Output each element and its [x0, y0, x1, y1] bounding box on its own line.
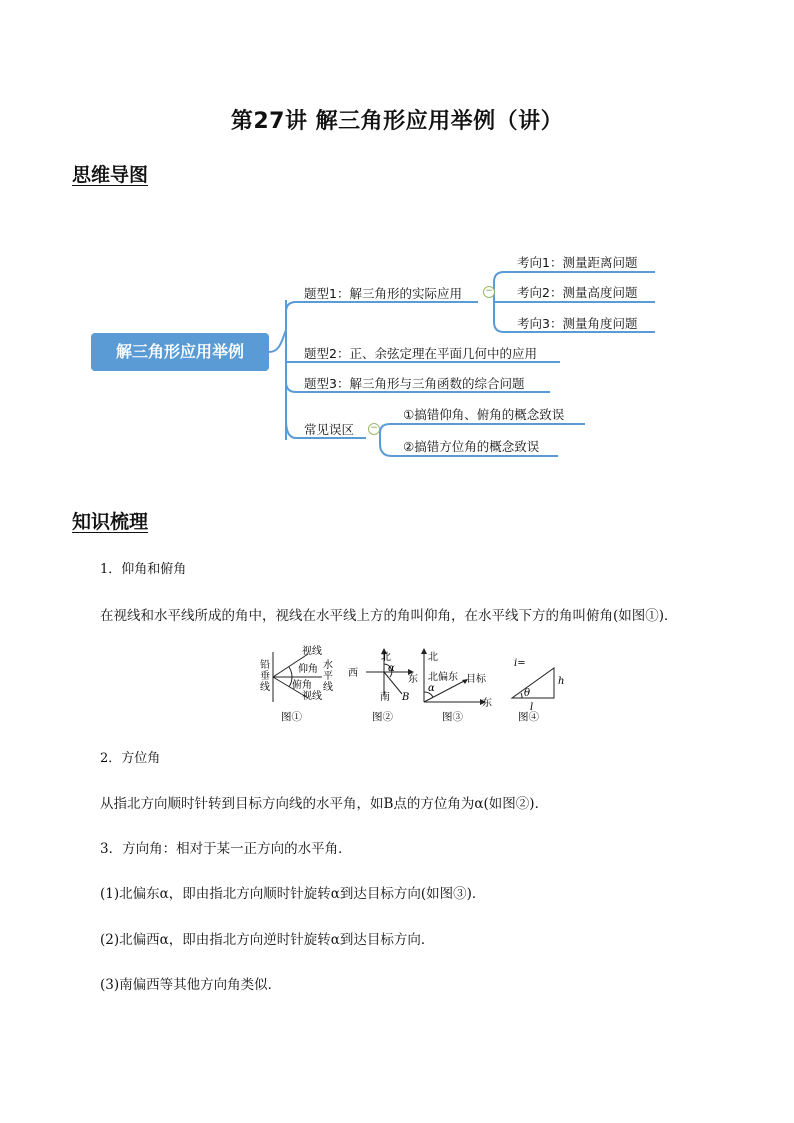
section-2-title: 2．方位角	[100, 751, 161, 766]
fig4-label: h	[558, 676, 565, 687]
fig2-label: 西	[348, 668, 358, 679]
knowledge-heading: 知识梳理	[72, 511, 149, 533]
fig4-label: l	[530, 702, 534, 713]
fig3-label: α	[428, 683, 435, 694]
figures-row	[250, 644, 580, 724]
section-2-text: 从指北方向顺时针转到目标方向线的水平角，如B点的方位角为α(如图②)．	[100, 796, 549, 812]
section-3-item: (1)北偏东α，即由指北方向顺时针旋转α到达目标方向(如图③)．	[100, 886, 486, 902]
mindmap-branch-4[interactable]: 常见误区	[304, 422, 355, 437]
mindmap-subitem[interactable]: ②搞错方位角的概念致误	[403, 439, 540, 454]
fig3-label: 北偏东	[428, 672, 458, 683]
figure-caption: 图①	[281, 711, 302, 723]
fig2-label: 东	[408, 674, 418, 685]
collapse-icon[interactable]: −	[368, 423, 380, 435]
fig3-label: 目标	[466, 674, 486, 685]
fig2-label: 北	[381, 652, 391, 663]
section-1-text: 在视线和水平线所成的角中，视线在水平线上方的角叫仰角，在水平线下方的角叫俯角(如图①)．	[100, 608, 678, 624]
section-3-item: (2)北偏西α，即由指北方向逆时针旋转α到达目标方向．	[100, 932, 435, 948]
fig2-label: 南	[380, 692, 390, 703]
mindmap-connectors	[0, 0, 794, 560]
fig1-label: 水	[323, 660, 333, 671]
fig1-label: 仰角	[298, 664, 318, 675]
fig1-label: 视线	[302, 646, 322, 657]
fig1-label: 俯角	[292, 680, 312, 691]
figure-caption: 图③	[442, 711, 463, 723]
figure-caption: 图④	[518, 711, 539, 723]
fig1-label: 铅	[260, 660, 270, 671]
fig4-label: i=	[514, 658, 526, 669]
mindmap-branch-2[interactable]: 题型2：正、余弦定理在平面几何中的应用	[304, 346, 537, 361]
mindmap-branch-1[interactable]: 题型1：解三角形的实际应用	[304, 286, 462, 301]
fig1-label: 垂	[260, 671, 270, 682]
mindmap-heading: 思维导图	[72, 164, 149, 186]
fig1-label: 线	[260, 682, 270, 693]
fig4-label: θ	[524, 688, 531, 699]
fig3-label: 东	[482, 698, 492, 709]
section-3-item: (3)南偏西等其他方向角类似．	[100, 977, 282, 993]
fig3-label: 北	[428, 652, 438, 663]
mindmap-root[interactable]: 解三角形应用举例	[91, 333, 269, 371]
figure-caption: 图②	[372, 711, 393, 723]
mindmap-branch-3[interactable]: 题型3：解三角形与三角函数的综合问题	[304, 376, 525, 391]
fig2-label: α	[388, 663, 395, 674]
collapse-icon[interactable]: −	[483, 286, 495, 298]
fig1-label: 视线	[302, 691, 322, 702]
fig1-label: 线	[323, 682, 333, 693]
section-1-title: 1．仰角和俯角	[100, 562, 187, 577]
mindmap-subitem[interactable]: 考向3：测量角度问题	[517, 316, 638, 331]
section-3-title: 3．方向角：相对于某一正方向的水平角．	[100, 841, 352, 857]
page-title: 第27讲 解三角形应用举例（讲）	[230, 109, 564, 134]
mindmap-subitem[interactable]: 考向1：测量距离问题	[517, 255, 638, 270]
mindmap-subitem[interactable]: 考向2：测量高度问题	[517, 285, 638, 300]
fig2-label: B	[402, 692, 410, 703]
fig1-label: 平	[323, 671, 333, 682]
mindmap-subitem[interactable]: ①搞错仰角、俯角的概念致误	[403, 407, 565, 422]
